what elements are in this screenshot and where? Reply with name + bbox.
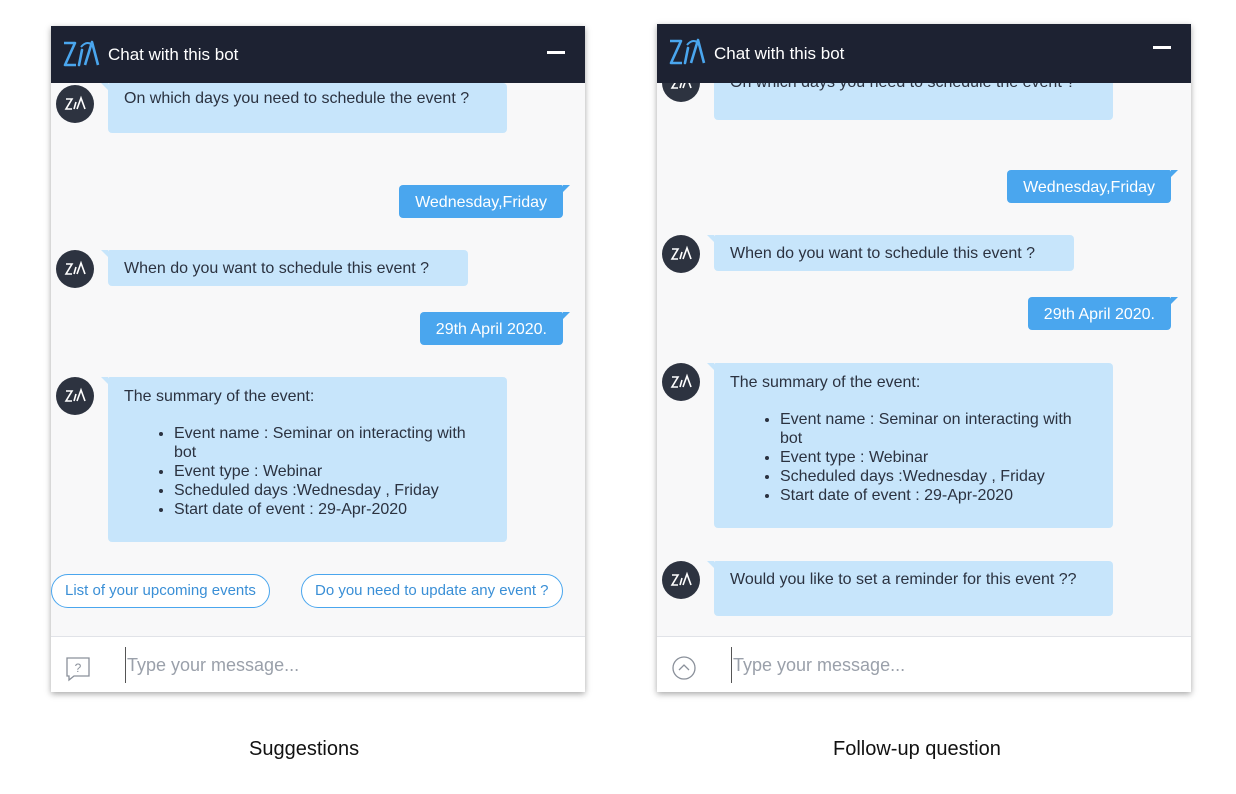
message-text: 29th April 2020. xyxy=(1043,306,1155,323)
summary-item: • Scheduled days :Wednesday , Friday xyxy=(174,481,491,500)
suggestion-upcoming-events[interactable]: List of your upcoming events xyxy=(51,574,270,608)
summary-list xyxy=(780,410,1097,505)
follow-up-question-bubble xyxy=(714,561,1113,616)
summary-item: • Event name : Seminar on interacting with bot xyxy=(780,410,1097,448)
zia-logo-icon xyxy=(61,38,99,70)
chat-title: Chat with this bot xyxy=(108,44,239,64)
suggestion-update-event[interactable]: Do you need to update any event ? xyxy=(301,574,563,608)
chevron-up-icon[interactable] xyxy=(671,655,697,681)
chat-composer xyxy=(657,636,1191,692)
summary-item: • Event type : Webinar xyxy=(174,462,491,481)
bot-avatar-icon xyxy=(670,246,692,262)
bot-avatar-icon xyxy=(64,96,86,112)
user-message-bubble xyxy=(399,185,563,218)
summary-list xyxy=(174,424,491,519)
user-message-bubble xyxy=(1028,297,1171,330)
bot-message-bubble xyxy=(108,250,468,286)
event-summary-bubble xyxy=(714,363,1113,528)
bot-avatar xyxy=(662,363,700,401)
message-text: Would you like to set a reminder for this event ?? xyxy=(730,571,1077,588)
caption-suggestions: Suggestions xyxy=(249,738,360,760)
bot-avatar-icon xyxy=(670,572,692,588)
user-message-bubble xyxy=(1007,170,1171,203)
message-text: 29th April 2020. xyxy=(435,321,547,338)
bot-avatar xyxy=(56,85,94,123)
message-text: When do you want to schedule this event ? xyxy=(124,260,430,277)
bot-message-bubble xyxy=(714,235,1074,271)
zia-logo-icon xyxy=(667,36,705,68)
bot-message-bubble xyxy=(108,83,507,133)
bot-avatar-icon xyxy=(64,261,86,277)
message-text: Wednesday,Friday xyxy=(1023,179,1155,196)
event-summary-bubble xyxy=(108,377,507,542)
minimize-button[interactable] xyxy=(547,51,565,54)
chat-widget-suggestions xyxy=(51,26,585,692)
chat-widget-follow-up xyxy=(657,24,1191,692)
message-input[interactable] xyxy=(125,647,565,683)
message-list[interactable] xyxy=(657,83,1191,636)
chat-header xyxy=(657,24,1191,83)
summary-item: • Event name : Seminar on interacting with bot xyxy=(174,424,491,462)
bot-avatar xyxy=(56,377,94,415)
help-icon[interactable] xyxy=(65,655,91,681)
message-text: When do you want to schedule this event ? xyxy=(730,245,1036,262)
svg-text:?: ? xyxy=(74,661,82,675)
bot-avatar xyxy=(662,561,700,599)
summary-title: The summary of the event: xyxy=(124,388,315,405)
minimize-button[interactable] xyxy=(1153,46,1171,49)
summary-item: • Scheduled days :Wednesday , Friday xyxy=(780,467,1097,486)
chat-header xyxy=(51,26,585,83)
bot-avatar xyxy=(662,235,700,273)
chat-title: Chat with this bot xyxy=(714,43,845,63)
message-input[interactable] xyxy=(731,647,1171,683)
summary-item: • Event type : Webinar xyxy=(780,448,1097,467)
user-message-bubble xyxy=(420,312,563,345)
message-text: Wednesday,Friday xyxy=(415,194,547,211)
message-text: On which days you need to schedule the event ? xyxy=(124,90,470,107)
bot-avatar xyxy=(56,250,94,288)
summary-item: • Start date of event : 29-Apr-2020 xyxy=(174,500,491,519)
message-list[interactable] xyxy=(51,83,585,636)
bot-avatar-icon xyxy=(670,374,692,390)
summary-title: The summary of the event: xyxy=(730,374,921,391)
caption-follow-up-question: Follow-up question xyxy=(833,738,1001,760)
chat-composer xyxy=(51,636,585,692)
bot-avatar-icon xyxy=(64,388,86,404)
summary-item: • Start date of event : 29-Apr-2020 xyxy=(780,486,1097,505)
